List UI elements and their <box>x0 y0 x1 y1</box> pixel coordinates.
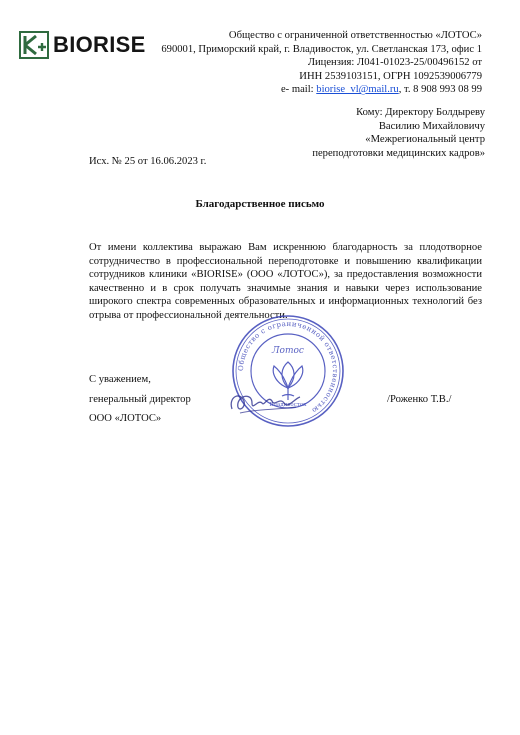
org-phone: , т. 8 908 993 08 99 <box>398 84 482 96</box>
recipient-line-2: Василию Михайловичу <box>378 120 485 132</box>
org-inn-ogrn: ИНН 2539103151, ОГРН 1092539006779 <box>299 70 482 82</box>
org-address: 690001, Приморский край, г. Владивосток, ул. Светланская 173, офис 1 <box>161 43 482 55</box>
recipient-line-3: «Межрегиональный центр <box>365 134 485 146</box>
stamp-bottom-text: Владивосток <box>269 402 307 408</box>
email-prefix: е- mail: <box>280 84 317 96</box>
signer-name: /Роженко Т.В./ <box>387 394 452 405</box>
outgoing-number: Исх. № 25 от 16.06.2023 г. <box>89 156 207 167</box>
org-contacts <box>161 83 482 97</box>
stamp-ring-text: Общество с ограниченной ответственностью <box>236 319 340 415</box>
signer-company: ООО «ЛОТОС» <box>89 413 162 424</box>
biorise-logo <box>19 31 154 59</box>
letter-title: Благодарственное письмо <box>195 198 325 210</box>
recipient-line-4: переподготовки медицинских кадров» <box>312 147 485 159</box>
recipient-block <box>312 106 485 160</box>
letter-body-text: От имени коллектива выражаю Вам искреннюю благодарность за плодотворное сотрудничество в профессиональной переподготовке и повышению квалификации сотрудников клиники «BIORISE» (ООО «ЛОТОС»), за предоставления возможности качественно и в срок получать значимые знания и навыки через использование широкого спектра современных образовательных и информационных технологий без отрыва от профессиональной деятельности. <box>89 242 482 321</box>
org-license: Лицензия: Л041-01023-25/00496152 от <box>307 57 482 69</box>
signer-position: генеральный директор <box>89 394 191 405</box>
stamp-center-text: Лотос <box>272 346 304 356</box>
biorise-logo-text: BIORISE <box>53 32 146 57</box>
org-name: Общество с ограниченной ответственностью «ЛОТОС» <box>228 30 482 41</box>
closing-phrase: С уважением, <box>89 374 151 385</box>
handwritten-signature <box>226 383 306 423</box>
email-link[interactable]: biorise_vl@mail.ru <box>316 84 399 96</box>
biorise-logo-mark-icon <box>19 31 49 59</box>
letter-body <box>89 241 482 323</box>
recipient-line-1: Кому: Директору Болдыреву <box>356 107 485 118</box>
organization-header <box>161 29 482 97</box>
